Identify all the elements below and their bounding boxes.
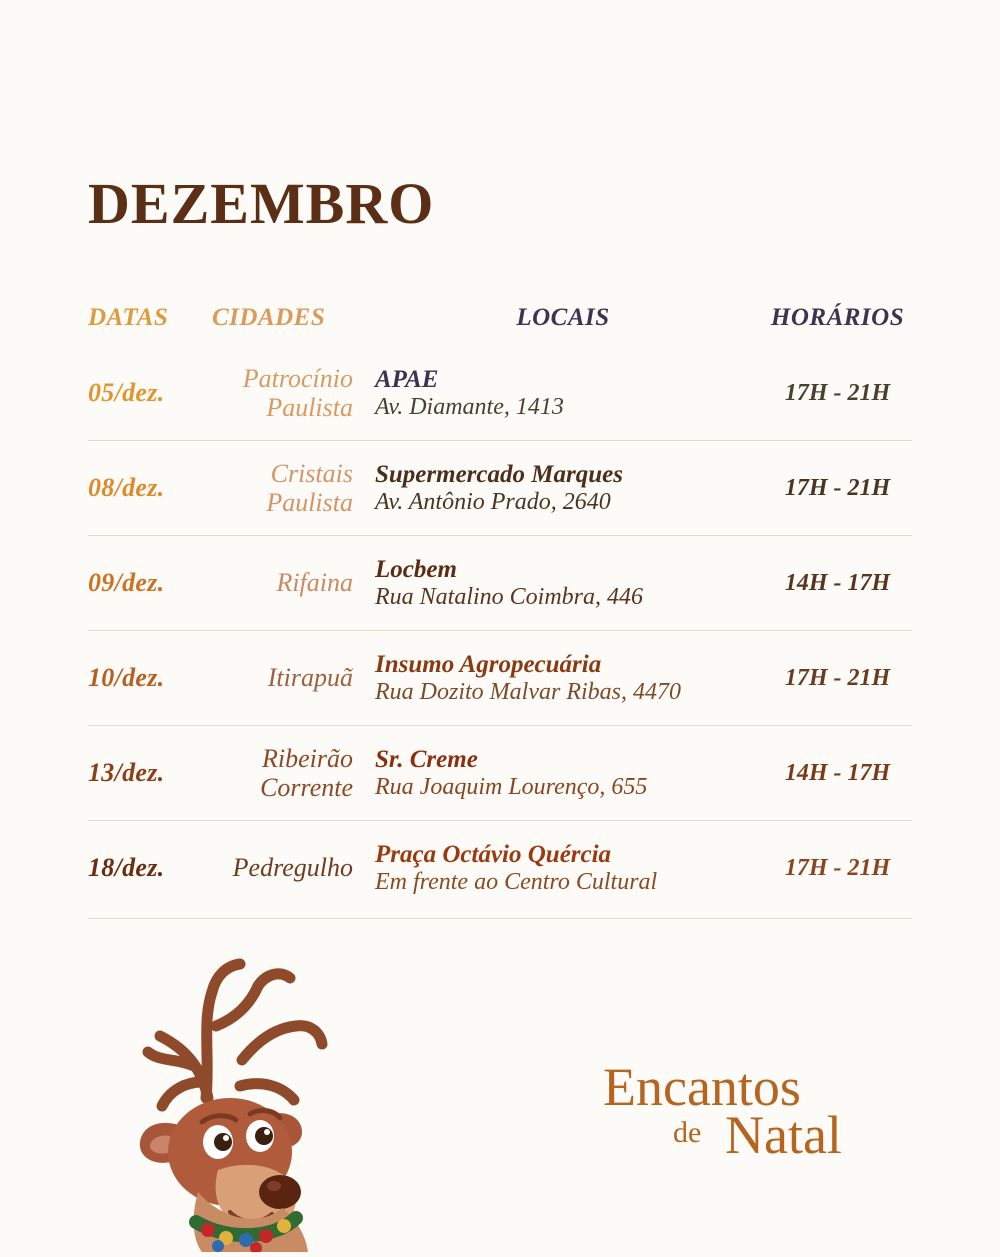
cell-time: 17H - 21H: [784, 379, 891, 406]
cell-date: 08/dez.: [88, 473, 165, 502]
cell-time: 17H - 21H: [784, 664, 891, 691]
cell-place: [363, 365, 763, 422]
cell-date: 10/dez.: [88, 663, 165, 692]
brand-logo: [595, 1057, 905, 1190]
column-header-times: HORÁRIOS: [770, 304, 905, 331]
schedule-table: [88, 290, 912, 915]
place-address: Av. Antônio Prado, 2640: [375, 488, 611, 515]
reindeer-mascot-illustration: [90, 930, 360, 1252]
cell-date: 18/dez.: [88, 853, 165, 882]
table-header-row: [88, 290, 912, 346]
cell-city: Rifaina: [276, 568, 353, 598]
table-bottom-divider: [88, 918, 912, 919]
cell-city: Patrocínio Paulista: [242, 363, 353, 422]
cell-time: 14H - 17H: [784, 759, 891, 786]
place-name: Sr. Creme: [375, 745, 478, 773]
cell-city: Itirapuã: [267, 663, 353, 693]
place-address: Rua Joaquim Lourenço, 655: [375, 773, 648, 800]
cell-date: 13/dez.: [88, 758, 165, 787]
place-address: Rua Dozito Malvar Ribas, 4470: [375, 678, 681, 705]
table-row: [88, 630, 912, 725]
cell-place: [363, 840, 763, 897]
column-header-dates: DATAS: [88, 304, 169, 331]
cell-date: 09/dez.: [88, 568, 165, 597]
cell-place: [363, 555, 763, 612]
cell-city: Ribeirão Corrente: [260, 743, 353, 802]
column-header-cities: CIDADES: [212, 304, 326, 331]
cell-place: [363, 650, 763, 707]
place-address: Av. Diamante, 1413: [375, 393, 564, 420]
cell-place: [363, 745, 763, 802]
place-name: Insumo Agropecuária: [375, 650, 602, 678]
place-address: Rua Natalino Coimbra, 446: [375, 583, 644, 610]
logo-line-3: Natal: [725, 1105, 842, 1165]
logo-line-1: Encantos: [603, 1057, 801, 1117]
cell-place: [363, 460, 763, 517]
cell-time: 17H - 21H: [784, 854, 891, 881]
table-row: [88, 535, 912, 630]
place-name: Supermercado Marques: [375, 460, 623, 488]
table-row: [88, 725, 912, 820]
cell-city: Pedregulho: [232, 853, 353, 883]
cell-date: 05/dez.: [88, 378, 165, 407]
column-header-places: LOCAIS: [516, 304, 610, 331]
table-row: [88, 346, 912, 440]
place-name: Locbem: [375, 555, 457, 583]
cell-time: 17H - 21H: [784, 474, 891, 501]
table-row: [88, 440, 912, 535]
table-row: [88, 820, 912, 915]
cell-city: Cristais Paulista: [266, 458, 353, 517]
logo-line-2: de: [673, 1116, 702, 1149]
page-title: DEZEMBRO: [88, 171, 435, 236]
place-name: Praça Octávio Quércia: [375, 840, 612, 868]
place-name: APAE: [375, 365, 439, 393]
place-address: Em frente ao Centro Cultural: [375, 868, 658, 895]
cell-time: 14H - 17H: [784, 569, 891, 596]
